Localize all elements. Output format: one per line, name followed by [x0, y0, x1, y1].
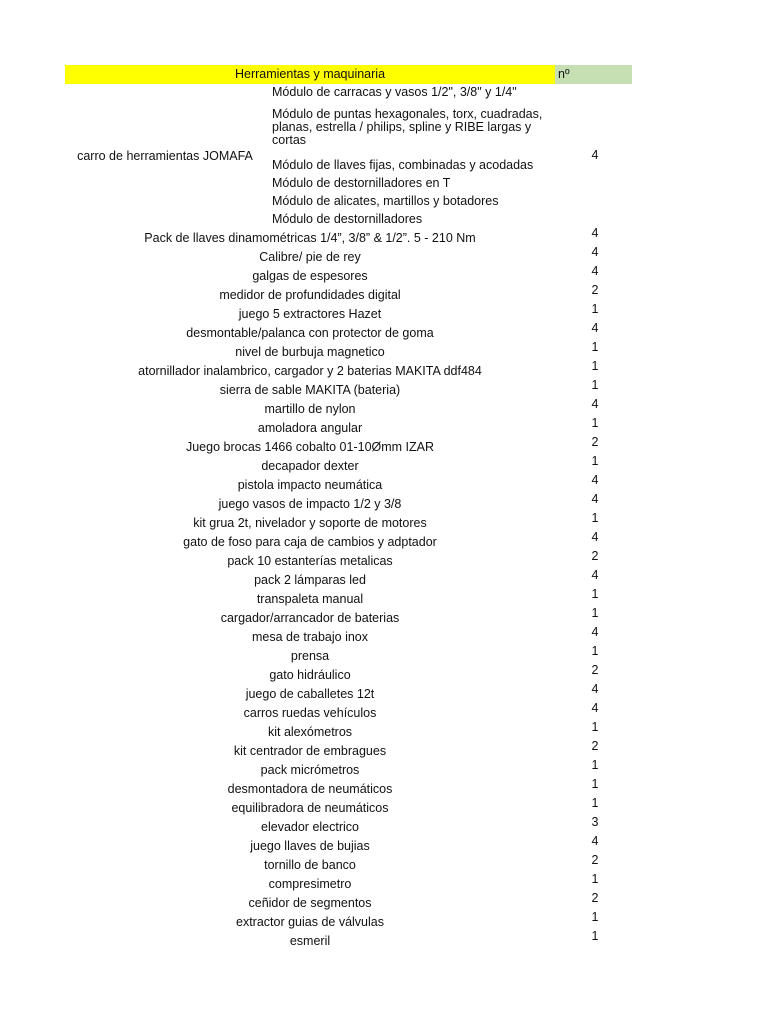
item-quantity-cell[interactable]: 4	[591, 264, 599, 278]
item-name-cell[interactable]: Juego brocas 1466 cobalto 01-10Ømm IZAR	[185, 440, 435, 454]
header-quantity-cell[interactable]: nº	[555, 65, 632, 84]
group-label[interactable]: carro de herramientas JOMAFA	[77, 149, 253, 163]
item-quantity-cell[interactable]: 1	[591, 302, 599, 316]
module-item[interactable]: Módulo de puntas hexagonales, torx, cuadradas, planas, estrella / philips, spline y RIBE largas y cortas	[272, 107, 543, 147]
table-row	[65, 264, 632, 286]
table-row	[65, 644, 632, 666]
item-quantity-cell[interactable]: 4	[591, 834, 599, 848]
item-quantity-cell[interactable]: 1	[591, 720, 599, 734]
item-name-cell[interactable]: kit alexómetros	[267, 725, 353, 739]
table-row	[65, 834, 632, 856]
item-quantity-cell[interactable]: 1	[591, 340, 599, 354]
item-name-cell[interactable]: extractor guias de válvulas	[236, 915, 384, 929]
module-item[interactable]: Módulo de destornilladores en T	[272, 176, 451, 190]
item-name-cell[interactable]: equilibradora de neumáticos	[231, 801, 389, 815]
item-quantity-cell[interactable]: 1	[591, 758, 599, 772]
item-name-cell[interactable]: medidor de profundidades digital	[219, 288, 401, 302]
item-name-cell[interactable]: juego 5 extractores Hazet	[238, 307, 382, 321]
item-name-cell[interactable]: Pack de llaves dinamométricas 1/4”, 3/8” & 1/2”. 5 - 210 Nm	[144, 231, 476, 245]
item-name-cell[interactable]: kit centrador de embragues	[233, 744, 387, 758]
item-quantity-cell[interactable]: 4	[591, 625, 599, 639]
item-quantity-cell[interactable]: 1	[591, 910, 599, 924]
table-row	[65, 682, 632, 704]
item-quantity-cell[interactable]: 2	[591, 283, 599, 297]
item-quantity-cell[interactable]: 4	[591, 682, 599, 696]
table-row	[65, 492, 632, 514]
item-quantity-cell[interactable]: 4	[591, 473, 599, 487]
item-name-cell[interactable]: ceñidor de segmentos	[248, 896, 372, 910]
table-row	[65, 454, 632, 476]
item-quantity-cell[interactable]: 2	[591, 435, 599, 449]
table-row	[65, 606, 632, 628]
header-title-cell[interactable]: Herramientas y maquinaria	[65, 65, 555, 84]
table-row	[65, 796, 632, 818]
item-name-cell[interactable]: elevador electrico	[261, 820, 359, 834]
table-row	[65, 340, 632, 362]
module-item[interactable]: Módulo de alicates, martillos y botadores	[272, 194, 499, 208]
module-item[interactable]: Módulo de carracas y vasos 1/2", 3/8" y 1/4"	[272, 85, 517, 99]
item-name-cell[interactable]: juego llaves de bujias	[250, 839, 370, 853]
table-row	[65, 416, 632, 438]
item-name-cell[interactable]: mesa de trabajo inox	[251, 630, 369, 644]
item-name-cell[interactable]: pack micrómetros	[260, 763, 360, 777]
table-row	[65, 245, 632, 267]
table-row	[65, 758, 632, 780]
item-name-cell[interactable]: atornillador inalambrico, cargador y 2 baterias MAKITA ddf484	[138, 364, 482, 378]
item-name-cell[interactable]: juego vasos de impacto 1/2 y 3/8	[218, 497, 402, 511]
table-row	[65, 530, 632, 552]
item-quantity-cell[interactable]: 1	[591, 872, 599, 886]
table-row	[65, 872, 632, 894]
table-row	[65, 910, 632, 932]
item-quantity-cell[interactable]: 4	[591, 397, 599, 411]
table-row	[65, 283, 632, 305]
group-quantity[interactable]: 4	[591, 148, 599, 162]
item-quantity-cell[interactable]: 2	[591, 549, 599, 563]
table-row	[65, 777, 632, 799]
item-name-cell[interactable]: gato de foso para caja de cambios y adptador	[183, 535, 437, 549]
item-quantity-cell[interactable]: 1	[591, 359, 599, 373]
table-row	[65, 435, 632, 457]
item-name-cell[interactable]: carros ruedas vehículos	[243, 706, 377, 720]
table-row	[65, 226, 632, 248]
item-quantity-cell[interactable]: 4	[591, 245, 599, 259]
item-name-cell[interactable]: gato hidráulico	[269, 668, 351, 682]
table-row	[65, 397, 632, 419]
item-quantity-cell[interactable]: 1	[591, 454, 599, 468]
item-quantity-cell[interactable]: 1	[591, 929, 599, 943]
table-row	[65, 929, 632, 951]
module-item[interactable]: Módulo de llaves fijas, combinadas y acodadas	[272, 158, 534, 172]
table-row	[65, 378, 632, 400]
item-name-cell[interactable]: desmontable/palanca con protector de goma	[186, 326, 434, 340]
table-row	[65, 568, 632, 590]
table-row	[65, 891, 632, 913]
item-quantity-cell[interactable]: 4	[591, 321, 599, 335]
table-row	[65, 701, 632, 723]
item-name-cell[interactable]: compresimetro	[268, 877, 352, 891]
table-row	[65, 511, 632, 533]
item-quantity-cell[interactable]: 2	[591, 853, 599, 867]
item-quantity-cell[interactable]: 4	[591, 568, 599, 582]
table-row	[65, 587, 632, 609]
item-quantity-cell[interactable]: 2	[591, 739, 599, 753]
item-name-cell[interactable]: nivel de burbuja magnetico	[235, 345, 385, 359]
item-quantity-cell[interactable]: 1	[591, 796, 599, 810]
item-name-cell[interactable]: kit grua 2t, nivelador y soporte de motores	[193, 516, 427, 530]
item-quantity-cell[interactable]: 1	[591, 378, 599, 392]
item-name-cell[interactable]: cargador/arrancador de baterias	[220, 611, 400, 625]
item-quantity-cell[interactable]: 4	[591, 226, 599, 240]
item-name-cell[interactable]: pack 2 lámparas led	[254, 573, 366, 587]
item-quantity-cell[interactable]: 1	[591, 644, 599, 658]
item-name-cell[interactable]: galgas de espesores	[252, 269, 368, 283]
item-name-cell[interactable]: esmeril	[289, 934, 331, 948]
item-name-cell[interactable]: pistola impacto neumática	[237, 478, 383, 492]
item-name-cell[interactable]: tornillo de banco	[264, 858, 356, 872]
item-quantity-cell[interactable]: 4	[591, 492, 599, 506]
item-name-cell[interactable]: desmontadora de neumáticos	[227, 782, 393, 796]
item-name-cell[interactable]: prensa	[290, 649, 330, 663]
item-quantity-cell[interactable]: 1	[591, 416, 599, 430]
table-header	[65, 65, 632, 84]
item-name-cell[interactable]: pack 10 estanterías metalicas	[227, 554, 393, 568]
item-quantity-cell[interactable]: 3	[591, 815, 599, 829]
item-quantity-cell[interactable]: 2	[591, 891, 599, 905]
table-row	[65, 720, 632, 742]
table-row	[65, 663, 632, 685]
item-name-cell[interactable]: Calibre/ pie de rey	[259, 250, 361, 264]
item-name-cell[interactable]: martillo de nylon	[264, 402, 356, 416]
table-row	[65, 549, 632, 571]
item-name-cell[interactable]: decapador dexter	[261, 459, 359, 473]
table-row	[65, 625, 632, 647]
table-row	[65, 739, 632, 761]
item-quantity-cell[interactable]: 4	[591, 530, 599, 544]
item-quantity-cell[interactable]: 4	[591, 701, 599, 715]
table-row	[65, 302, 632, 324]
module-item[interactable]: Módulo de destornilladores	[272, 212, 423, 226]
table-row	[65, 359, 632, 381]
item-quantity-cell[interactable]: 2	[591, 663, 599, 677]
table-row	[65, 473, 632, 495]
item-quantity-cell[interactable]: 1	[591, 587, 599, 601]
table-row	[65, 321, 632, 343]
item-name-cell[interactable]: transpaleta manual	[256, 592, 364, 606]
item-quantity-cell[interactable]: 1	[591, 777, 599, 791]
item-name-cell[interactable]: juego de caballetes 12t	[245, 687, 375, 701]
table-row	[65, 853, 632, 875]
item-name-cell[interactable]: sierra de sable MAKITA (bateria)	[219, 383, 401, 397]
item-quantity-cell[interactable]: 1	[591, 606, 599, 620]
table-row	[65, 815, 632, 837]
item-quantity-cell[interactable]: 1	[591, 511, 599, 525]
item-name-cell[interactable]: amoladora angular	[257, 421, 363, 435]
